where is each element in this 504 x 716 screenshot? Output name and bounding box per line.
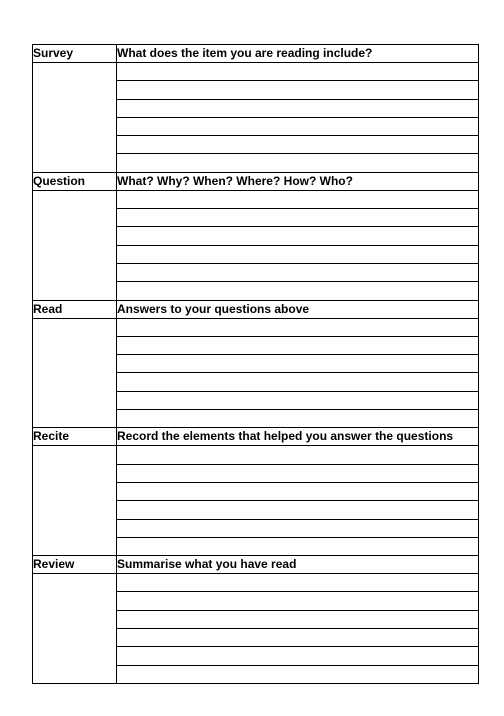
section-header-row-read (33, 300, 479, 318)
writing-line-read[interactable] (117, 373, 479, 391)
writing-line-question[interactable] (117, 190, 479, 208)
section-prompt-read: Answers to your questions above (117, 300, 479, 318)
writing-line-recite[interactable] (117, 446, 479, 464)
section-notes-area-recite[interactable] (33, 446, 117, 556)
writing-line-recite[interactable] (117, 537, 479, 555)
writing-line-row (33, 574, 479, 592)
section-prompt-review: Summarise what you have read (117, 556, 479, 574)
writing-line-review[interactable] (117, 629, 479, 647)
writing-line-row (33, 63, 479, 81)
writing-line-recite[interactable] (117, 482, 479, 500)
writing-line-survey[interactable] (117, 154, 479, 172)
section-notes-area-review[interactable] (33, 574, 117, 684)
section-label-question: Question (33, 172, 117, 190)
writing-line-review[interactable] (117, 592, 479, 610)
section-notes-area-question[interactable] (33, 190, 117, 300)
worksheet-body (33, 45, 479, 684)
writing-line-survey[interactable] (117, 63, 479, 81)
writing-line-question[interactable] (117, 227, 479, 245)
writing-line-question[interactable] (117, 245, 479, 263)
section-label-survey: Survey (33, 45, 117, 63)
writing-line-question[interactable] (117, 209, 479, 227)
writing-line-row (33, 190, 479, 208)
writing-line-survey[interactable] (117, 99, 479, 117)
section-notes-area-read[interactable] (33, 318, 117, 428)
section-label-review: Review (33, 556, 117, 574)
writing-line-review[interactable] (117, 574, 479, 592)
writing-line-survey[interactable] (117, 136, 479, 154)
writing-line-survey[interactable] (117, 117, 479, 135)
writing-line-question[interactable] (117, 263, 479, 281)
section-label-read: Read (33, 300, 117, 318)
section-prompt-question: What? Why? When? Where? How? Who? (117, 172, 479, 190)
section-header-row-review (33, 556, 479, 574)
writing-line-read[interactable] (117, 336, 479, 354)
section-header-row-recite (33, 428, 479, 446)
writing-line-read[interactable] (117, 410, 479, 428)
section-prompt-recite: Record the elements that helped you answer the questions (117, 428, 479, 446)
writing-line-row (33, 318, 479, 336)
writing-line-review[interactable] (117, 610, 479, 628)
section-header-row-question (33, 172, 479, 190)
writing-line-row (33, 446, 479, 464)
section-prompt-survey: What does the item you are reading include? (117, 45, 479, 63)
section-notes-area-survey[interactable] (33, 63, 117, 173)
writing-line-review[interactable] (117, 647, 479, 665)
writing-line-read[interactable] (117, 355, 479, 373)
writing-line-read[interactable] (117, 391, 479, 409)
writing-line-recite[interactable] (117, 464, 479, 482)
writing-line-recite[interactable] (117, 501, 479, 519)
writing-line-question[interactable] (117, 282, 479, 300)
section-label-recite: Recite (33, 428, 117, 446)
writing-line-review[interactable] (117, 665, 479, 683)
writing-line-survey[interactable] (117, 81, 479, 99)
writing-line-read[interactable] (117, 318, 479, 336)
writing-line-recite[interactable] (117, 519, 479, 537)
sq3r-worksheet-table (32, 44, 479, 684)
section-header-row-survey (33, 45, 479, 63)
